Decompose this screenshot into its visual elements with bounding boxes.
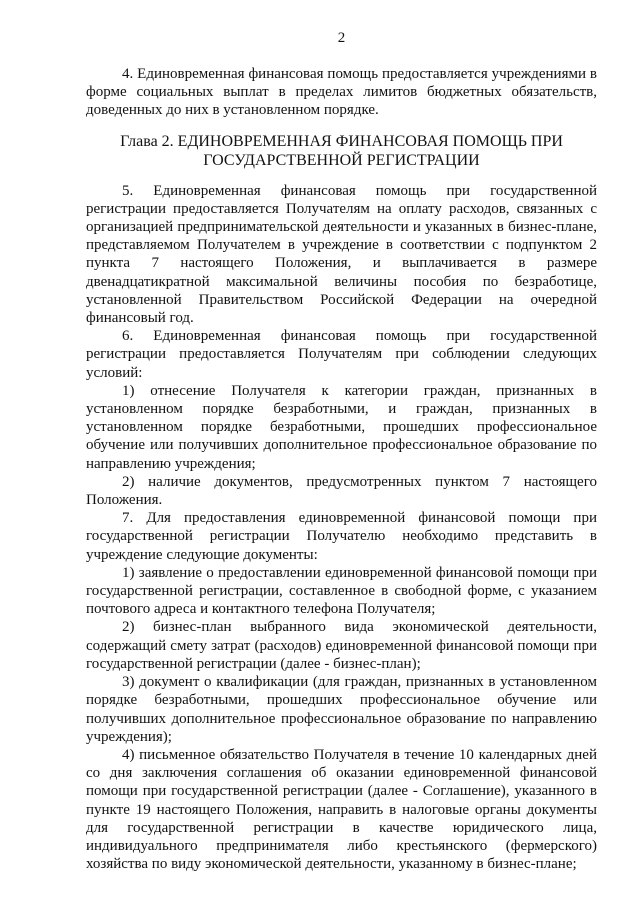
- chapter-heading: [86, 132, 597, 170]
- chapter-heading-line1: Глава 2. ЕДИНОВРЕМЕННАЯ ФИНАНСОВАЯ ПОМОЩЬ ПРИ: [120, 132, 563, 150]
- page-number: 2: [337, 30, 346, 46]
- paragraph-7-item-1: 1) заявление о предоставлении единовременной финансовой помощи при государственной регистрации, составленное в свободной форме, с указанием почтового адреса и контактного телефона Получателя;: [86, 564, 597, 618]
- paragraph-6: 6. Единовременная финансовая помощь при государственной регистрации предоставляется Получателям при соблюдении следующих условий:: [86, 328, 597, 381]
- paragraph-7-item-2: 2) бизнес-план выбранного вида экономической деятельности, содержащий смету затрат (расходов) единовременной финансовой помощи при государственной регистрации (далее - бизнес-план);: [86, 619, 597, 672]
- paragraph-6-item-1: 1) отнесение Получателя к категории граждан, признанных в установленном порядке безработными, и граждан, признанных в установленном порядке безработными, прошедших профессиональное обучение или получивших дополнительное профессиональное образование по направлению учреждения;: [86, 382, 597, 472]
- paragraph-7: 7. Для предоставления единовременной финансовой помощи при государственной регистрации Получателю необходимо представить в учреждение следующие документы:: [86, 510, 597, 563]
- paragraph-4: 4. Единовременная финансовая помощь предоставляется учреждениями в форме социальных выплат в пределах лимитов бюджетных обязательств, доведенных до них в установленном порядке.: [86, 66, 597, 119]
- paragraph-6-item-2: 2) наличие документов, предусмотренных пунктом 7 настоящего Положения.: [86, 473, 597, 509]
- paragraph-7-item-3: 3) документ о квалификации (для граждан, признанных в установленном порядке безработными, прошедших профессиональное обучение или получивших дополнительное профессиональное образование по направлению учреждения);: [86, 674, 597, 745]
- chapter-heading-line2: ГОСУДАРСТВЕННОЙ РЕГИСТРАЦИИ: [203, 151, 480, 169]
- paragraph-5: 5. Единовременная финансовая помощь при государственной регистрации предоставляется Получателям на оплату расходов, связанных с организацией предпринимательской деятельности и указанных в бизнес-плане, представляемом Получателем в учреждение в соответствии с подпунктом 2 пункта 7 настоящего Положения, и выплачивается в размере двенадцатикратной максимальной величины пособия по безработице, установленной Правительством Российской Федерации на очередной финансовый год.: [86, 182, 597, 327]
- paragraph-7-item-4: 4) письменное обязательство Получателя в течение 10 календарных дней со дня заключения соглашения об оказании единовременной финансовой помощи при государственной регистрации (далее - Соглашение), указанного в пункте 19 настоящего Положения, направить в налоговые органы документы для государственной регистрации в качестве юридического лица, индивидуального предпринимателя либо крестьянского (фермерского) хозяйства по виду экономической деятельности, указанному в бизнес-плане;: [86, 746, 597, 873]
